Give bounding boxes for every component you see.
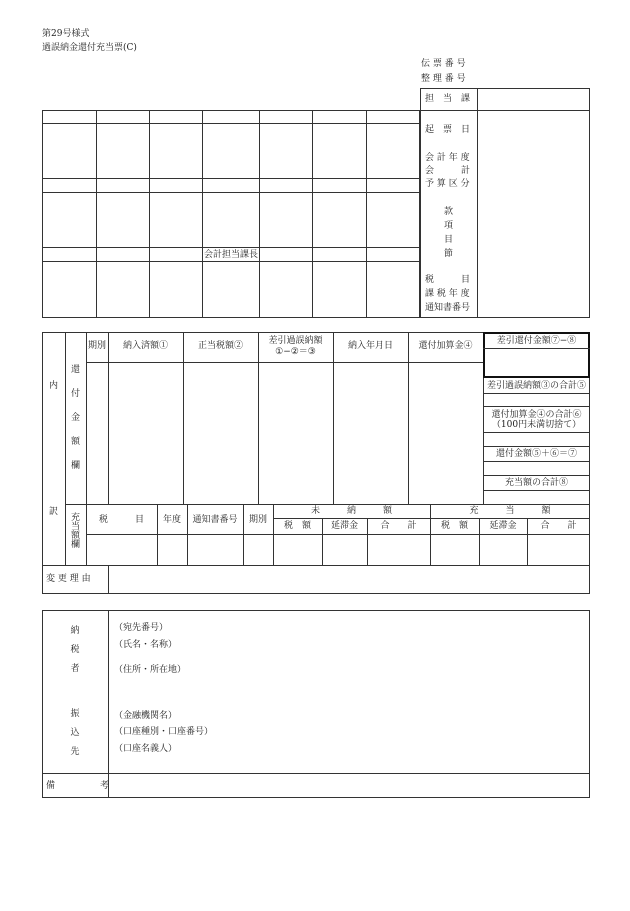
col-additional-refund: 還付加算金④ [418, 341, 473, 351]
unpaid-delinquency: 延滞金 [330, 521, 358, 531]
col-paid-amount: 納入済額① [122, 341, 168, 351]
taxpayer-box [42, 610, 590, 798]
kou-label: 項 [444, 221, 454, 231]
side-kanpu: 還 付 金 額 欄 [70, 365, 80, 471]
sum-overpayment-label: 差引過誤納額③の合計⑤ [486, 381, 586, 391]
recipient-number-field: （宛先番号） [114, 623, 169, 633]
fiscal-year-label: 会 計 年 度 [425, 153, 470, 163]
col-payment-date: 納入年月日 [347, 341, 393, 351]
kan-label: 款 [444, 207, 454, 217]
side-wake: 訳 [48, 507, 58, 517]
appropriation-total-label: 充当額の合計⑧ [504, 478, 568, 488]
notice-number-label: 通知書番号 [425, 303, 471, 313]
reference-number-label: 整 理 番 号 [421, 74, 466, 84]
name-field: （氏名・名称） [114, 640, 178, 650]
slip-number-label: 伝 票 番 号 [421, 59, 466, 69]
remarks-label: 備 考 [46, 781, 110, 791]
applied-tax: 税 額 [440, 521, 468, 531]
side-taxpayer: 納 税 者 [70, 626, 80, 674]
budget-class-label: 予 算 区 分 [425, 179, 470, 189]
account-label: 会 計 [425, 166, 471, 176]
form-number: 第29号様式 [42, 29, 90, 39]
col-tax-item: 税 目 [98, 515, 144, 525]
section-label: 担 当 課 [425, 94, 471, 104]
refund-total-label: 還付金額⑤＋⑥＝⑦ [495, 449, 577, 459]
side-transfer: 振 込 先 [70, 709, 80, 757]
approval-grid [42, 110, 420, 318]
sum-additional-label: 還付加算金④の合計⑥ （100円未満切捨て） [491, 410, 582, 431]
address-field: （住所・所在地） [114, 665, 187, 675]
change-reason-label: 変 更 理 由 [46, 574, 91, 584]
moku-label: 目 [444, 235, 454, 245]
unpaid-total: 合 計 [380, 521, 417, 531]
tax-year-label: 課 税 年 度 [425, 289, 470, 299]
tax-item-label: 税 目 [425, 275, 471, 285]
account-number-field: （口座種別・口座番号） [114, 727, 214, 737]
col-notice-number: 通知書番号 [192, 515, 238, 525]
applied-total: 合 計 [540, 521, 577, 531]
col-year: 年度 [162, 515, 181, 525]
col-term: 期別 [248, 515, 267, 525]
bank-name-field: （金融機関名） [114, 711, 178, 721]
unpaid-header: 未 納 額 [310, 506, 392, 516]
account-holder-field: （口座名義人） [114, 744, 178, 754]
col-period: 期別 [87, 341, 106, 351]
accounting-chief-label: 会計担当課長 [204, 250, 259, 260]
setsu-label: 節 [444, 249, 454, 259]
unpaid-tax: 税 額 [283, 521, 311, 531]
form-title: 過誤納金還付充当票(C) [42, 43, 137, 53]
side-appropriation: 充 当 額 欄 [70, 513, 80, 550]
side-uchi: 内 [48, 381, 58, 391]
issue-date-label: 起 票 日 [425, 125, 471, 135]
applied-delinquency: 延滞金 [489, 521, 517, 531]
net-refund-label: 差引還付金額⑦−⑧ [496, 336, 577, 346]
col-correct-tax: 正当税額② [197, 341, 243, 351]
col-overpayment: 差引過誤納額 ①−②＝③ [268, 336, 323, 357]
applied-header: 充 当 額 [469, 506, 551, 516]
